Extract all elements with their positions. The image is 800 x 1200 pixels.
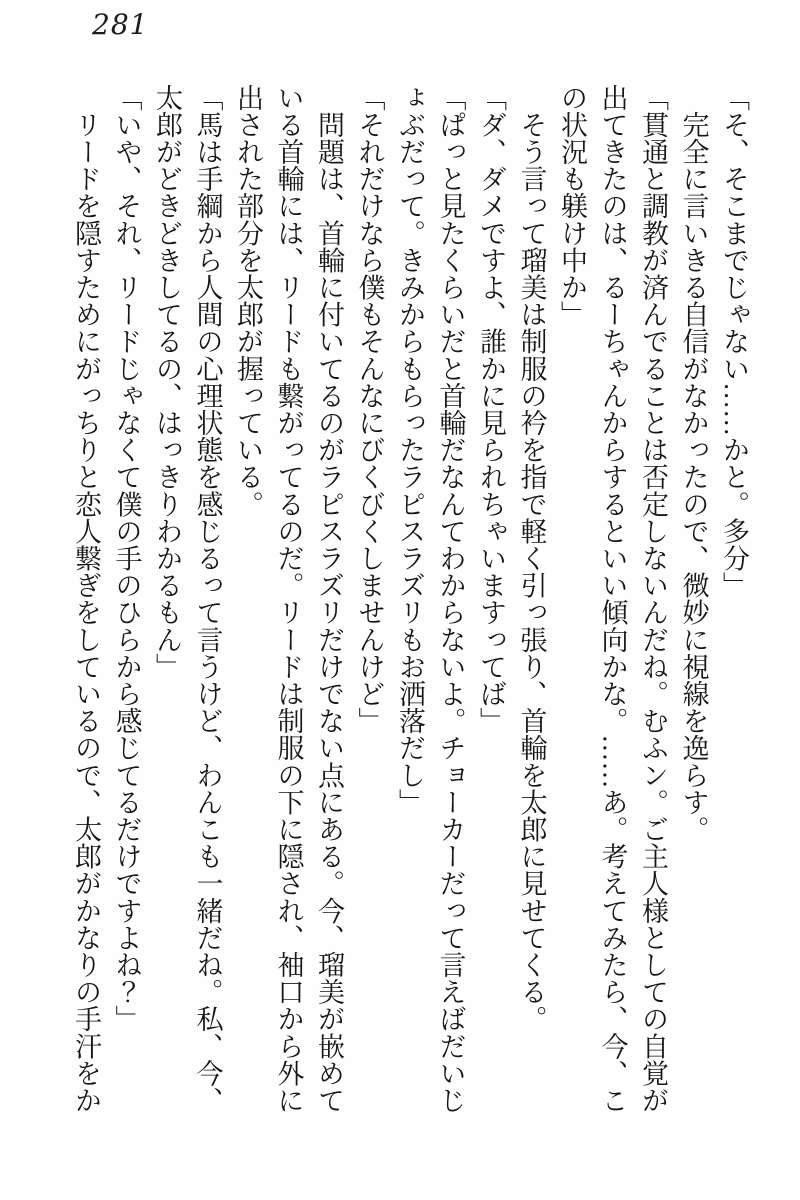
text-line: の状況も躾け中か」 [557,84,587,328]
text-line: 「それだけなら僕もそんなにびくびくしませんけど」 [354,84,385,735]
text-line: いる首輪には、リードも繋がってるのだ。リードは制服の下に隠され、袖口から外に [273,84,304,1114]
novel-text-block [66,84,755,1120]
text-line: 「貫通と調教が済んでることは否定しないんだね。むふン。ご主人様としての自覚が [638,84,668,1114]
text-line: 出てきたのは、るーちゃんからするといい傾向かな。……あ。考えてみたら、今、こ [597,84,628,1114]
text-line: 「馬は手綱から人間の心理状態を感じるって言うけど、わんこも一緒だね。私、今、 [192,84,223,1114]
page-number: 281 [92,8,149,41]
text-line: 「ダ、ダメですよ、誰かに見られちゃいますってば」 [476,84,506,735]
text-line: 問題は、首輪に付いてるのがラピスラズリだけでない点にある。今、瑠美が嵌めて [314,84,344,1114]
text-line: 「いや、それ、リードじゃなくて僕の手のひらから感じてるだけですよね？」 [111,84,142,1033]
text-line: リードを隠すためにがっちりと恋人繋ぎをしているので、太郎がかなりの手汗をか [71,84,101,1114]
text-line: 出された部分を太郎が握っている。 [233,84,263,518]
text-line: 太郎がどきどきしてるの、はっきりわかるもん」 [152,84,182,681]
text-line: そう言って瑠美は制服の衿を指で軽く引っ張り、首輪を太郎に見せてくる。 [516,84,547,1033]
text-line: 「ぱっと見たくらいだと首輪だなんてわからないよ。チョーカーだって言えばだいじ [435,84,466,1114]
text-line: ょぶだって。きみからもらったラピスラズリもお洒落だし」 [395,84,425,816]
text-line: 完全に言いきる自信がなかったので、微妙に視線を逸らす。 [678,84,709,843]
text-line: 「そ、そこまでじゃない……かと。多分」 [719,84,749,599]
